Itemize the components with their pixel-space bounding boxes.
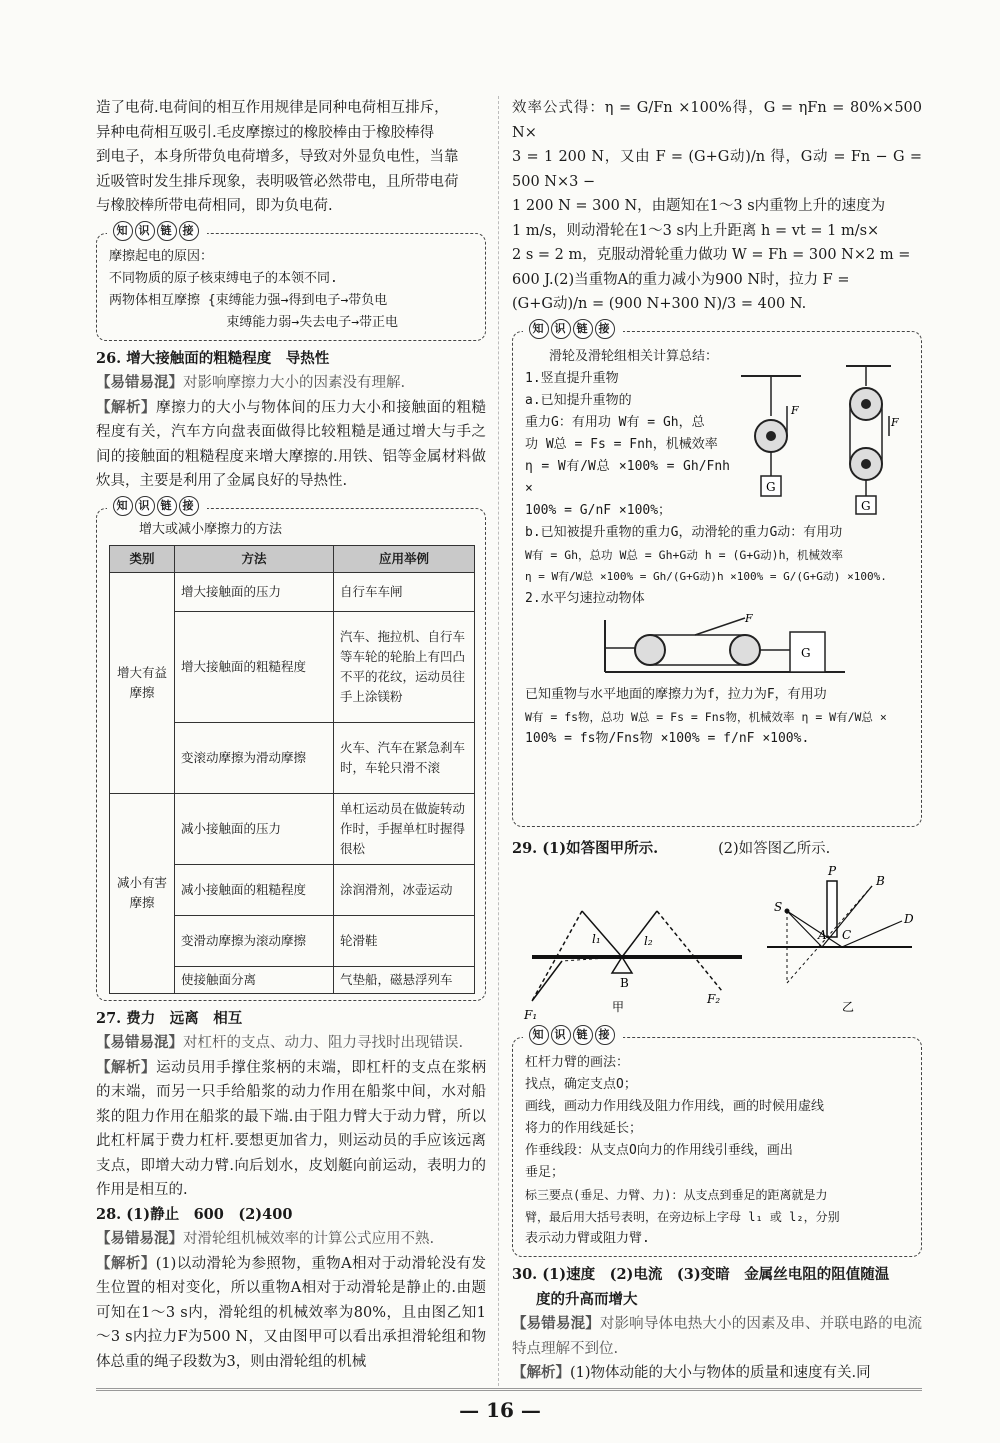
box-line: 杠杆力臂的画法： — [525, 1055, 630, 1070]
text-line: 造了电荷.电荷间的相互作用规律是同种电荷相互排斥， — [96, 100, 449, 116]
box-line: 标三要点(垂足、力臂、力)：从支点到垂足的距离就是力 — [525, 1188, 828, 1202]
fig-label-c: C — [842, 928, 852, 942]
fig-label-yi: 乙 — [842, 1000, 855, 1014]
q30-error-note: 【易错易混】对影响导体电热大小的因素及串、并联电路的电流特点理解不到位. — [512, 1315, 922, 1357]
text-line: 到电子，本身所带负电荷增多，导致对外显负电性，当靠 — [96, 149, 459, 165]
text-line: 1 m/s，则动滑轮在1～3 s内上升距离 h = vt = 1 m/s× — [512, 222, 880, 239]
diagram-label-f: F — [791, 403, 799, 417]
table-cell: 单杠运动员在做旋转动作时，手握单杠时握得很松 — [334, 793, 475, 864]
table-group-cell: 减小有害摩擦 — [110, 793, 175, 993]
fig-label-b: B — [620, 976, 629, 990]
fig-label-s: S — [774, 900, 783, 914]
knowledge-link-box-1 — [96, 223, 486, 341]
text-line: 效率公式得：η = G/Fn ×100%得，G = ηFn = 80%×500 N× — [512, 100, 922, 141]
q26-error-note: 【易错易混】对影响摩擦力大小的因素没有理解. — [96, 374, 406, 391]
knowledge-link-badge: 知 识 链 接 — [523, 319, 623, 339]
box-line: 1.竖直提升重物 — [525, 370, 619, 386]
box-line: 垂足； — [525, 1165, 565, 1180]
table-cell: 增大接触面的压力 — [175, 572, 334, 611]
table-cell: 减小接触面的压力 — [175, 793, 334, 864]
box-line: W有 = fs物，总功 W总 = Fs = Fns物，机械效率 η = W有/W总 × — [525, 709, 887, 724]
text-line: 3 = 1 200 N，又由 F = (G+G动)/n 得，G动 = Fn − G = 500 N×3 − — [512, 149, 922, 190]
table-group-cell: 增大有益摩擦 — [110, 572, 175, 793]
q30-title: 30. (1)速度 (2)电流 (3)变暗 金属丝电阻的阻值随温 — [512, 1266, 890, 1283]
right-column — [512, 96, 922, 1386]
q26-analysis: 【解析】摩擦力的大小与物体间的压力大小和接触面的粗糙程度有关，汽车方向盘表面做得比较粗糙是通过增大与手之间的接触面的粗糙程度来增大摩擦的.用铁、铝等金属材料做炊具，主要是利用了金属良好的导热性. — [96, 398, 487, 489]
fig-label-a: A — [818, 928, 827, 942]
q30-analysis: 【解析】(1)物体动能的大小与物体的质量和速度有关.同 — [512, 1364, 871, 1381]
pulley-diagram — [731, 346, 901, 516]
box-line: 作垂线段：从支点O向力的作用线引垂线，画出 — [525, 1143, 793, 1158]
box-line: 表示动力臂或阻力臂. — [525, 1231, 650, 1246]
fig-label-l2: l₂ — [644, 934, 653, 948]
table-cell: 使接触面分离 — [175, 966, 334, 993]
knowledge-link-box-4 — [512, 1028, 922, 1257]
box-line: η = W有/W总 ×100% = Gh/(G+G动)h ×100% = G/(G+G动) ×100%. — [525, 569, 887, 583]
q28-error-note: 【易错易混】对滑轮组机械效率的计算公式应用不熟. — [96, 1230, 435, 1247]
table-header: 类别 — [110, 545, 175, 572]
knowledge-link-box-3 — [512, 321, 922, 827]
q29-figures — [512, 861, 922, 1021]
fig-label-l1: l₁ — [592, 932, 601, 946]
table-cell: 变滑动摩擦为滚动摩擦 — [175, 915, 334, 966]
q30-title-cont: 度的升高而增大 — [536, 1290, 638, 1308]
text-line: 近吸管时发生排斥现象，表明吸管必然带电，且所带电荷 — [96, 173, 459, 190]
q28-analysis: 【解析】(1)以动滑轮为参照物，重物A相对于动滑轮没有发生位置的相对变化，所以重物A相对于动滑轮是静止的.由题可知在1～3 s内，滑轮组的机械效率为80%，且由图乙知1～3 s内拉力F为500 N，又由图甲可以看出承担滑轮组和物体总重的绳子段数为3，则由滑轮组的机械 — [96, 1254, 487, 1370]
knowledge-link-badge: 知 识 链 接 — [523, 1025, 623, 1045]
left-column — [96, 96, 486, 1374]
box-line: 束缚能力弱→失去电子→带正电 — [109, 314, 399, 330]
diagram-label-g2: G — [861, 498, 871, 513]
intro-paragraph — [96, 96, 486, 219]
box-line: 不同物质的原子核束缚电子的本领不同. — [109, 270, 338, 286]
fig-label-p: P — [828, 864, 837, 878]
table-title: 增大或减小摩擦力的方法 — [139, 521, 283, 537]
knowledge-link-box-2 — [96, 498, 486, 1001]
table-row — [110, 793, 475, 864]
horizontal-pulley-diagram — [595, 610, 855, 680]
table-cell: 涂润滑剂，冰壶运动 — [334, 864, 475, 915]
box-line: a.已知提升重物的 — [525, 392, 632, 408]
box-line: 找点，确定支点O； — [525, 1077, 637, 1092]
pulley-summary-top — [525, 346, 730, 522]
fig-label-b-ray: B — [876, 874, 885, 888]
text-line: 600 J.(2)当重物A的重力减小为900 N时，拉力 F = — [512, 271, 850, 288]
text-line: (G+G动)/n = (900 N+300 N)/3 = 400 N. — [512, 296, 807, 312]
fig-label-d: D — [904, 912, 914, 926]
box-line: η = W有/W总 ×100% = Gh/Fnh × — [525, 458, 730, 496]
fig-label-jia: 甲 — [612, 1000, 625, 1014]
table-header-row — [110, 545, 475, 572]
box-line: 摩擦起电的原因： — [109, 248, 214, 264]
box-line: 功 W总 = Fs = Fnh，机械效率 — [525, 436, 718, 452]
fig-label-f1: F₁ — [524, 1008, 538, 1021]
table-cell: 火车、汽车在紧急刹车时，车轮只滑不滚 — [334, 722, 475, 793]
diagram-label-g: G — [766, 479, 776, 494]
box-line: 已知重物与水平地面的摩擦力为f，拉力为F，有用功 — [525, 686, 827, 702]
table-cell: 轮滑鞋 — [334, 915, 475, 966]
box-line: 画线，画动力作用线及阻力作用线，画的时候用虚线 — [525, 1099, 825, 1114]
box-line: 滑轮及滑轮组相关计算总结： — [549, 348, 719, 364]
table-cell: 汽车、拖拉机、自行车等车轮的轮胎上有凹凸不平的花纹，运动员往手上涂镁粉 — [334, 611, 475, 722]
box-line: 将力的作用线延长； — [525, 1121, 643, 1136]
q27-title: 27. 费力 远离 相互 — [96, 1009, 243, 1027]
text-line: 异种电荷相互吸引.毛皮摩擦过的橡胶棒由于橡胶棒得 — [96, 124, 435, 141]
diagram-label-f2: F — [891, 415, 899, 429]
friction-table — [109, 545, 475, 994]
box-line: 重力G：有用功 W有 = Gh，总 — [525, 414, 705, 430]
q28-continuation — [512, 96, 922, 317]
q26-title: 26. 增大接触面的粗糙程度 导热性 — [96, 349, 330, 367]
table-header: 应用举例 — [334, 545, 475, 572]
table-cell: 减小接触面的粗糙程度 — [175, 864, 334, 915]
box-line: 100% = G/nF ×100%； — [525, 502, 672, 518]
table-cell: 增大接触面的粗糙程度 — [175, 611, 334, 722]
footer-rule — [96, 1388, 922, 1391]
knowledge-link-badge: 知 识 链 接 — [107, 221, 207, 241]
q27-analysis: 【解析】运动员用手撑住浆柄的末端，即杠杆的支点在浆柄的末端，而另一只手给船浆的动力作用在船浆中间，水对船浆的阻力作用在船浆的最下端.由于阻力臂大于动力臂，所以此杠杆属于费力杠杆.要想更加省力，则运动员的手应该远离支点，即增大动力臂.向后划水，皮划艇向前运动，表明力的作用是相互的. — [96, 1058, 487, 1198]
table-header: 方法 — [175, 545, 334, 572]
column-divider — [498, 96, 499, 1386]
q27-error-note: 【易错易混】对杠杆的支点、动力、阻力寻找时出现错误. — [96, 1034, 464, 1051]
box-line: 100% = fs物/Fns物 ×100% = f/nF ×100%. — [525, 730, 810, 746]
text-line: 与橡胶棒所带电荷相同，即为负电荷. — [96, 198, 333, 214]
box-line: 两物体相互摩擦 {束缚能力强→得到电子→带负电 — [109, 292, 388, 308]
fig-label-f2: F₂ — [707, 992, 721, 1006]
box-line: W有 = Gh，总功 W总 = Gh+G动 h = (G+G动)h，机械效率 — [525, 547, 844, 562]
box-line: 2.水平匀速拉动物体 — [525, 590, 645, 606]
q29-title: 29. (1)如答图甲所示. (2)如答图乙所示. — [512, 839, 831, 857]
box-line: 臂，最后用大括号表明，在旁边标上字母 l₁ 或 l₂，分别 — [525, 1210, 840, 1224]
page-number: — 16 — — [459, 1398, 541, 1422]
knowledge-link-badge: 知 识 链 接 — [107, 496, 207, 516]
table-cell: 自行车车闸 — [334, 572, 475, 611]
table-cell: 变滚动摩擦为滑动摩擦 — [175, 722, 334, 793]
diagram-label-f3: F — [745, 611, 753, 625]
text-line: 2 s = 2 m，克服动滑轮重力做功 W = Fh = 300 N×2 m = — [512, 247, 911, 263]
box-line: b.已知被提升重物的重力G，动滑轮的重力G动：有用功 — [525, 524, 843, 540]
table-row — [110, 572, 475, 611]
text-line: 1 200 N = 300 N，由题知在1～3 s内重物上升的速度为 — [512, 198, 886, 214]
diagram-label-g3: G — [801, 645, 811, 660]
q28-title: 28. (1)静止 600 (2)400 — [96, 1205, 293, 1223]
table-cell: 气垫船，磁悬浮列车 — [334, 966, 475, 993]
